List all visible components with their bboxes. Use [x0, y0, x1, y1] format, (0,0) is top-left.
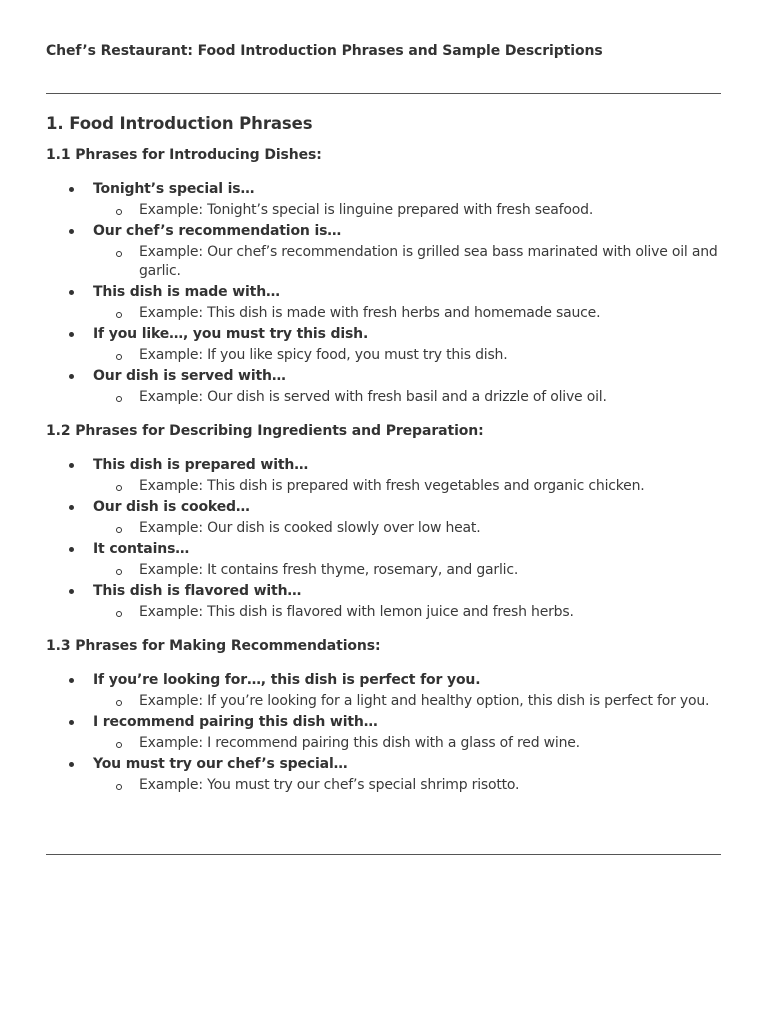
subsection-title: 1.2 Phrases for Describing Ingredients and Preparation:	[46, 423, 484, 439]
bullet-icon	[69, 332, 74, 337]
example-list	[93, 519, 721, 538]
example-item	[93, 692, 721, 711]
document-title: Chef’s Restaurant: Food Introduction Phrases and Sample Descriptions	[46, 43, 603, 59]
example-text: Example: Tonight’s special is linguine prepared with fresh seafood.	[139, 202, 594, 218]
phrase-item	[46, 324, 721, 365]
phrase-item	[46, 754, 721, 795]
phrase-item	[46, 670, 721, 711]
bottom-divider	[46, 854, 721, 855]
example-list	[93, 201, 721, 220]
example-text: Example: This dish is made with fresh herbs and homemade sauce.	[139, 305, 601, 321]
phrase-text: This dish is made with…	[93, 284, 280, 300]
bullet-icon	[69, 290, 74, 295]
example-item	[93, 201, 721, 220]
circle-bullet-icon	[116, 700, 122, 706]
circle-bullet-icon	[116, 251, 122, 257]
circle-bullet-icon	[116, 742, 122, 748]
circle-bullet-icon	[116, 209, 122, 215]
phrase-item	[46, 282, 721, 323]
example-text: Example: This dish is flavored with lemon juice and fresh herbs.	[139, 604, 574, 620]
example-list	[93, 692, 721, 711]
circle-bullet-icon	[116, 312, 122, 318]
example-text: Example: If you’re looking for a light and healthy option, this dish is perfect for you.	[139, 693, 710, 709]
bullet-icon	[69, 720, 74, 725]
bullet-icon	[69, 505, 74, 510]
phrase-list	[46, 670, 721, 795]
bullet-icon	[69, 547, 74, 552]
phrase-item	[46, 455, 721, 496]
phrase-text: Our dish is served with…	[93, 368, 286, 384]
example-item	[93, 388, 721, 407]
example-item	[93, 603, 721, 622]
bullet-icon	[69, 374, 74, 379]
phrase-text: Tonight’s special is…	[93, 181, 255, 197]
example-text: Example: Our dish is cooked slowly over low heat.	[139, 520, 481, 536]
example-list	[93, 603, 721, 622]
phrase-item	[46, 497, 721, 538]
example-item	[93, 776, 721, 795]
example-text: Example: It contains fresh thyme, rosemary, and garlic.	[139, 562, 519, 578]
example-text: Example: If you like spicy food, you must try this dish.	[139, 347, 508, 363]
phrase-text: If you like…, you must try this dish.	[93, 326, 369, 342]
example-text: Example: Our chef’s recommendation is grilled sea bass marinated with olive oil and garlic.	[139, 244, 718, 279]
bullet-icon	[69, 463, 74, 468]
example-list	[93, 346, 721, 365]
phrase-text: You must try our chef’s special…	[93, 756, 348, 772]
example-list	[93, 776, 721, 795]
example-item	[93, 304, 721, 323]
phrase-text: If you’re looking for…, this dish is perfect for you.	[93, 672, 481, 688]
top-divider	[46, 93, 721, 94]
section-title: 1. Food Introduction Phrases	[46, 114, 313, 133]
phrase-text: This dish is flavored with…	[93, 583, 302, 599]
example-item	[93, 477, 721, 496]
document-content	[46, 114, 721, 811]
example-list	[93, 243, 721, 281]
phrase-list	[46, 179, 721, 407]
phrase-item	[46, 581, 721, 622]
phrase-text: This dish is prepared with…	[93, 457, 309, 473]
phrase-text: It contains…	[93, 541, 190, 557]
phrase-text: I recommend pairing this dish with…	[93, 714, 378, 730]
example-item	[93, 346, 721, 365]
circle-bullet-icon	[116, 396, 122, 402]
example-item	[93, 734, 721, 753]
phrase-item	[46, 221, 721, 281]
example-list	[93, 477, 721, 496]
bullet-icon	[69, 678, 74, 683]
bullet-icon	[69, 229, 74, 234]
example-list	[93, 734, 721, 753]
example-text: Example: This dish is prepared with fresh vegetables and organic chicken.	[139, 478, 645, 494]
example-text: Example: Our dish is served with fresh basil and a drizzle of olive oil.	[139, 389, 607, 405]
circle-bullet-icon	[116, 784, 122, 790]
bullet-icon	[69, 589, 74, 594]
phrase-list	[46, 455, 721, 622]
example-text: Example: You must try our chef’s special shrimp risotto.	[139, 777, 520, 793]
example-list	[93, 388, 721, 407]
phrase-item	[46, 539, 721, 580]
example-item	[93, 561, 721, 580]
phrase-item	[46, 179, 721, 220]
example-text: Example: I recommend pairing this dish with a glass of red wine.	[139, 735, 580, 751]
bullet-icon	[69, 762, 74, 767]
example-item	[93, 243, 721, 281]
circle-bullet-icon	[116, 354, 122, 360]
circle-bullet-icon	[116, 569, 122, 575]
phrase-text: Our chef’s recommendation is…	[93, 223, 342, 239]
phrase-item	[46, 712, 721, 753]
phrase-text: Our dish is cooked…	[93, 499, 250, 515]
example-list	[93, 304, 721, 323]
subsection-title: 1.3 Phrases for Making Recommendations:	[46, 638, 381, 654]
example-list	[93, 561, 721, 580]
bullet-icon	[69, 187, 74, 192]
phrase-item	[46, 366, 721, 407]
circle-bullet-icon	[116, 611, 122, 617]
circle-bullet-icon	[116, 527, 122, 533]
subsection-title: 1.1 Phrases for Introducing Dishes:	[46, 147, 322, 163]
circle-bullet-icon	[116, 485, 122, 491]
example-item	[93, 519, 721, 538]
